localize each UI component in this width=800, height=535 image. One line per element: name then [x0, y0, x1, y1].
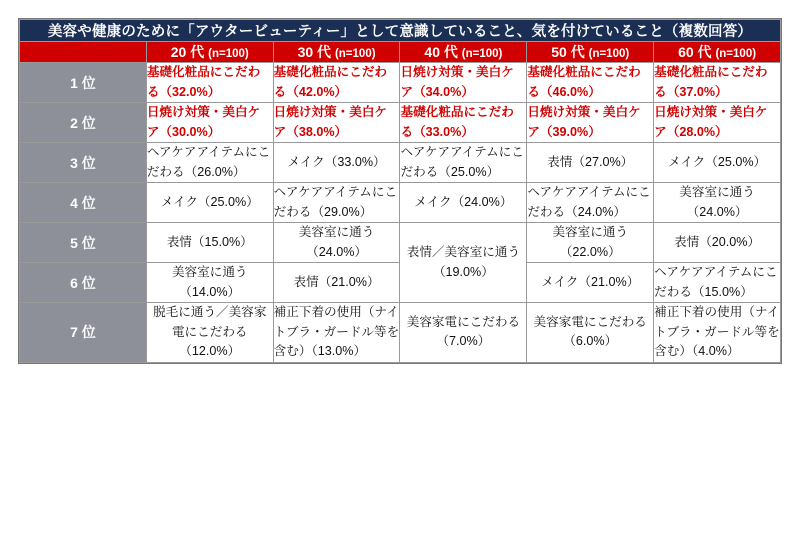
rank-label-1: 1 位 [20, 63, 147, 103]
cell-rank7-50s: 美容家電にこだわる（6.0%） [527, 303, 654, 363]
rank-label-2: 2 位 [20, 103, 147, 143]
cell-rank7-60s: 補正下着の使用（ナイトブラ・ガードル等を含む）（4.0%） [654, 303, 781, 363]
cell-rank1-40s: 日焼け対策・美白ケア（34.0%） [400, 63, 527, 103]
table-title-row [20, 20, 781, 42]
column-header-50s [527, 42, 654, 63]
cell-rank6-30s: 表情（21.0%） [273, 263, 400, 303]
column-header-50s-label: 50 代 [551, 44, 585, 60]
column-header-20s-n: (n=100) [208, 48, 249, 60]
cell-rank4-30s: ヘアケアアイテムにこだわる（29.0%） [273, 183, 400, 223]
cell-rank3-20s: ヘアケアアイテムにこだわる（26.0%） [146, 143, 273, 183]
ranking-table-container [18, 18, 782, 364]
ranking-table [19, 19, 781, 363]
rank-label-6: 6 位 [20, 263, 147, 303]
cell-rank2-40s: 基礎化粧品にこだわる（33.0%） [400, 103, 527, 143]
cell-rank2-50s: 日焼け対策・美白ケア（39.0%） [527, 103, 654, 143]
column-header-60s-n: (n=100) [715, 48, 757, 60]
cell-rank5-30s: 美容室に通う（24.0%） [273, 223, 400, 263]
cell-rank3-60s: メイク（25.0%） [654, 143, 781, 183]
cell-rank3-30s: メイク（33.0%） [273, 143, 400, 183]
rank-label-7: 7 位 [20, 303, 147, 363]
cell-rank4-40s: メイク（24.0%） [400, 183, 527, 223]
table-row [20, 103, 781, 143]
table-header-row [20, 42, 781, 63]
table-row [20, 63, 781, 103]
column-header-60s [654, 42, 781, 63]
cell-rank4-60s: 美容室に通う（24.0%） [654, 183, 781, 223]
cell-rank7-20s: 脱毛に通う／美容家電にこだわる（12.0%） [146, 303, 273, 363]
cell-rank7-40s: 美容家電にこだわる（7.0%） [400, 303, 527, 363]
cell-rank6-50s: メイク（21.0%） [527, 263, 654, 303]
rank-label-3: 3 位 [20, 143, 147, 183]
cell-rank2-20s: 日焼け対策・美白ケア（30.0%） [146, 103, 273, 143]
column-header-20s-label: 20 代 [170, 44, 205, 60]
column-header-40s-n: (n=100) [461, 48, 503, 60]
cell-rank5-6-40s: 表情／美容室に通う（19.0%） [400, 223, 527, 303]
cell-rank5-20s: 表情（15.0%） [146, 223, 273, 263]
cell-rank6-20s: 美容室に通う（14.0%） [146, 263, 273, 303]
column-header-40s-label: 40 代 [424, 44, 458, 60]
column-header-30s [273, 42, 400, 63]
column-header-40s [400, 42, 527, 63]
rank-label-5: 5 位 [20, 223, 147, 263]
cell-rank5-60s: 表情（20.0%） [654, 223, 781, 263]
cell-rank2-60s: 日焼け対策・美白ケア（28.0%） [654, 103, 781, 143]
header-corner-cell [20, 42, 147, 63]
table-row [20, 223, 781, 263]
cell-rank4-20s: メイク（25.0%） [146, 183, 273, 223]
rank-label-4: 4 位 [20, 183, 147, 223]
column-header-50s-n: (n=100) [588, 48, 630, 60]
cell-rank7-30s: 補正下着の使用（ナイトブラ・ガードル等を含む）（13.0%） [273, 303, 400, 363]
cell-rank1-20s: 基礎化粧品にこだわる（32.0%） [146, 63, 273, 103]
cell-rank3-50s: 表情（27.0%） [527, 143, 654, 183]
cell-rank5-50s: 美容室に通う（22.0%） [527, 223, 654, 263]
table-row [20, 303, 781, 363]
table-row [20, 143, 781, 183]
cell-rank3-40s: ヘアケアアイテムにこだわる（25.0%） [400, 143, 527, 183]
cell-rank1-50s: 基礎化粧品にこだわる（46.0%） [527, 63, 654, 103]
cell-rank2-30s: 日焼け対策・美白ケア（38.0%） [273, 103, 400, 143]
column-header-30s-n: (n=100) [334, 48, 376, 60]
column-header-20s [146, 42, 273, 63]
cell-rank1-30s: 基礎化粧品にこだわる（42.0%） [273, 63, 400, 103]
column-header-30s-label: 30 代 [297, 44, 332, 60]
column-header-60s-label: 60 代 [678, 44, 712, 60]
page-title: 美容や健康のために「アウタービューティー」として意識していること、気を付けていること（複数回答） [20, 20, 781, 42]
table-row [20, 183, 781, 223]
cell-rank6-60s: ヘアケアアイテムにこだわる（15.0%） [654, 263, 781, 303]
cell-rank4-50s: ヘアケアアイテムにこだわる（24.0%） [527, 183, 654, 223]
cell-rank1-60s: 基礎化粧品にこだわる（37.0%） [654, 63, 781, 103]
